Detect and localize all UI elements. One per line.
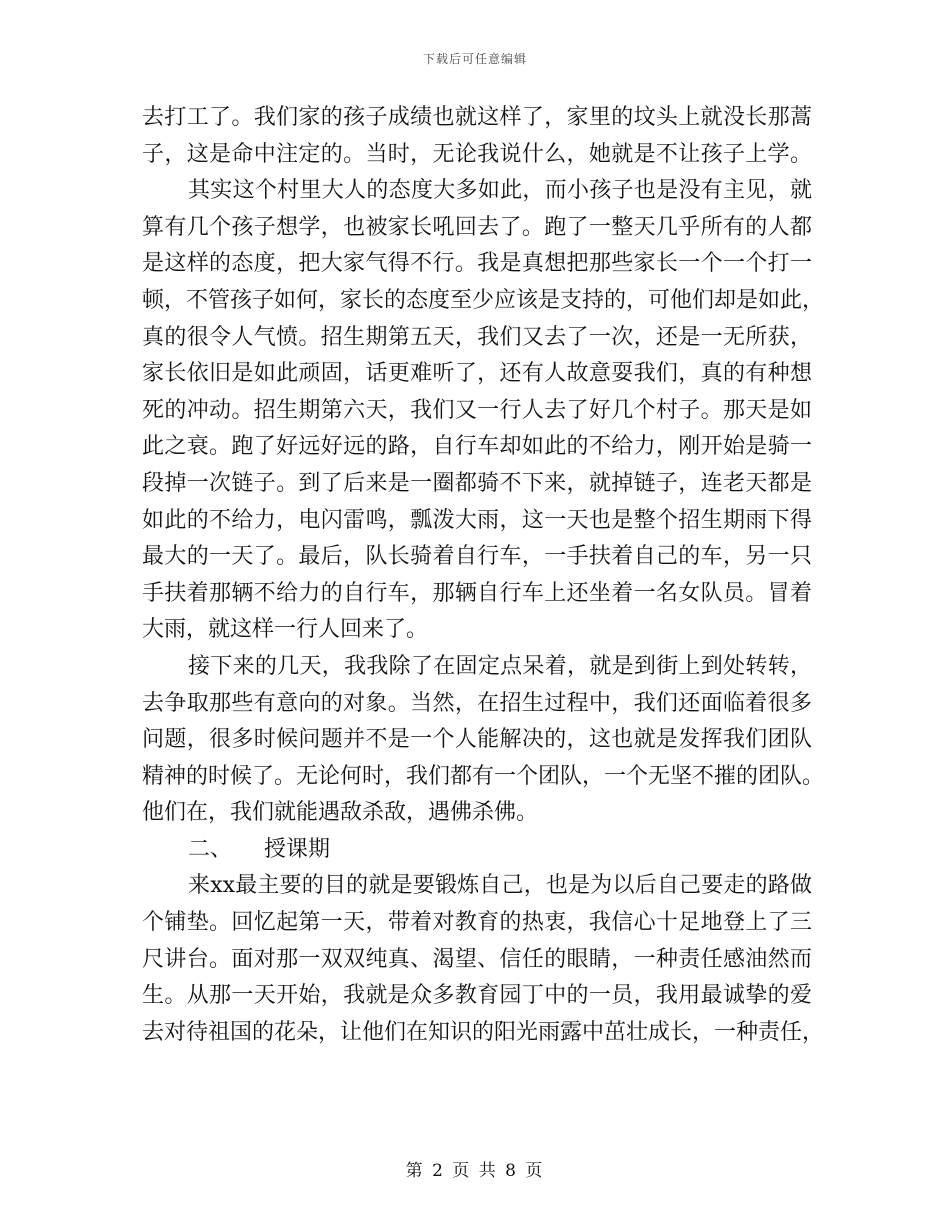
text-line: 接下来的几天，我我除了在固定点呆着，就是到街上到处转转， [188,653,812,679]
body-text [142,100,825,1051]
text-line: 死的冲动。招生期第六天，我们又一行人去了好几个村子。那天是如 [142,397,812,423]
page-header: 下载后可任意编辑 [422,52,527,66]
section-heading [142,832,812,869]
text-line: 其实这个村里大人的态度大多如此，而小孩子也是没有主见，就 [188,178,812,204]
text-line: 去打工了。我们家的孩子成绩也就这样了，家里的坟头上就没长那蒿 [142,105,812,130]
text-line: 顿，不管孩子如何，家长的态度至少应该是支持的，可他们却是如此， [142,287,825,313]
text-line: 此之衰。跑了好远好远的路，自行车却如此的不给力，刚开始是骑一 [142,434,812,460]
text-line: 手扶着那辆不给力的自行车，那辆自行车上还坐着一名女队员。冒着 [142,580,812,606]
text-line: 家长依旧是如此顽固，话更难听了，还有人故意耍我们，真的有种想 [142,361,812,387]
text-line: 如此的不给力，电闪雷鸣，瓢泼大雨，这一天也是整个招生期雨下得 [142,507,812,533]
section-title: 授课期 [264,836,331,862]
text-line: 子，这是命中注定的。当时，无论我说什么，她就是不让孩子上学。 [142,141,812,167]
text-line: 来xx最主要的目的就是要锻炼自己，也是为以后自己要走的路做 [188,873,812,899]
text-line: 个铺垫。回忆起第一天，带着对教育的热衷，我信心十足地登上了三 [142,910,812,936]
text-line: 精神的时候了。无论何时，我们都有一个团队，一个无坚不摧的团队。 [142,763,825,789]
text-line: 最大的一天了。最后，队长骑着自行车，一手扶着自己的车，另一只 [142,544,812,570]
section-number: 二、 [188,836,233,862]
text-line: 段掉一次链子。到了后来是一圈都骑不下来，就掉链子，连老天都是 [142,470,812,496]
text-line: 真的很令人气愤。招生期第五天，我们又去了一次，还是一无所获， [142,324,812,350]
text-line: 去对待祖国的花朵，让他们在知识的阳光雨露中茁壮成长，一种责任， [142,1019,825,1045]
text-line: 算有几个孩子想学，也被家长吼回去了。跑了一整天几乎所有的人都 [142,214,812,240]
text-line: 生。从那一天开始，我就是众多教育园丁中的一员，我用最诚挚的爱 [142,983,812,1009]
text-line: 问题，很多时候问题并不是一个人能解决的，这也就是发挥我们团队 [142,727,812,753]
text-line: 他们在，我们就能遇敌杀敌，遇佛杀佛。 [142,800,539,826]
text-line: 去争取那些有意向的对象。当然，在招生过程中，我们还面临着很多 [142,690,812,716]
text-line: 是这样的态度，把大家气得不行。我是真想把那些家长一个一个打一 [142,251,812,277]
text-line: 尺讲台。面对那一双双纯真、渴望、信任的眼睛，一种责任感油然而 [142,946,812,972]
page-number-footer: 第 2 页 共 8 页 [405,1161,545,1181]
text-line: 大雨，就这样一行人回来了。 [142,617,429,643]
